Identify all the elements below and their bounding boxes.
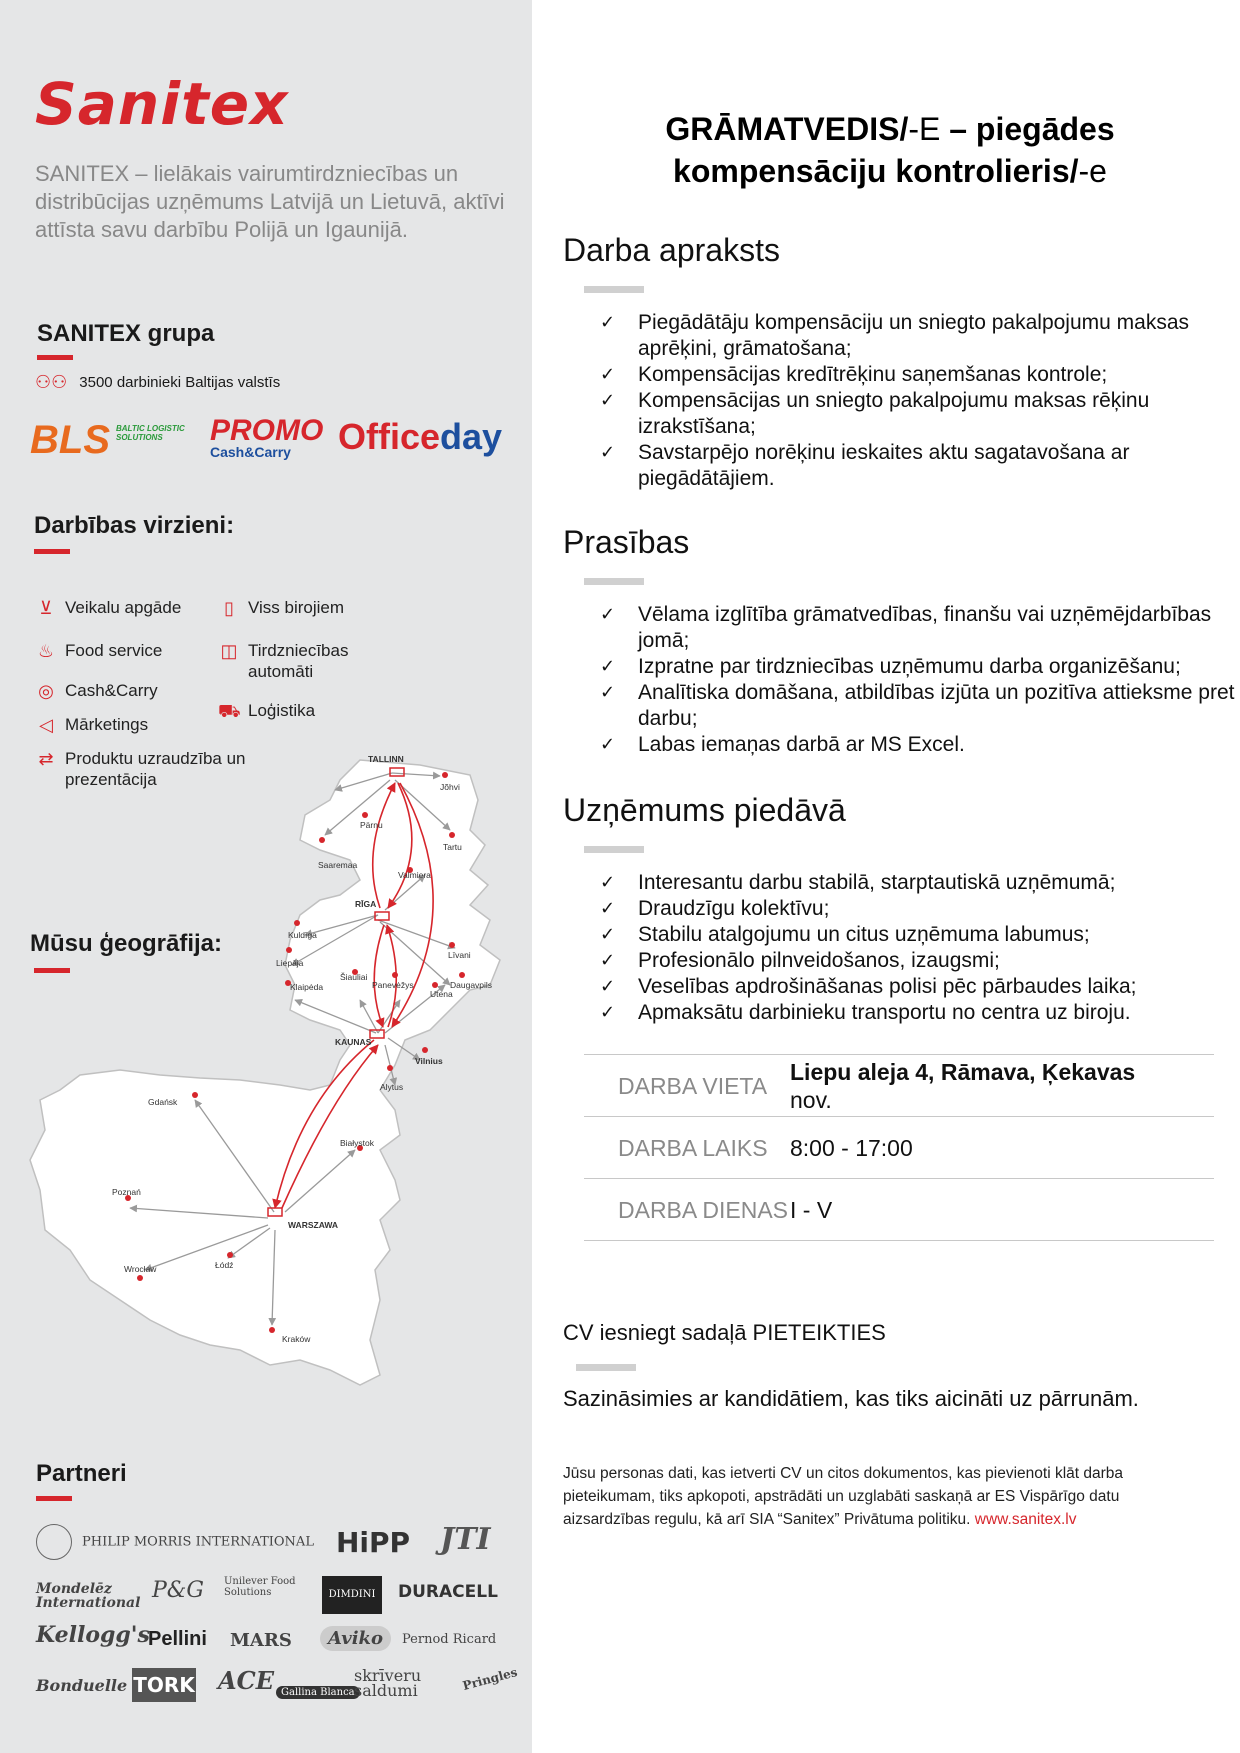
direction-cash-carry: ◎ Cash&Carry [35,680,158,702]
city-livani: Līvani [448,950,471,960]
cv-instruction: CV iesniegt sadaļā PIETEIKTIES [563,1320,886,1345]
sanitex-logo: Sanitex [35,70,289,138]
city-liepaja: Liepāja [276,958,304,968]
city-utena: Utena [430,989,453,999]
partner-pg: P&G [152,1578,204,1603]
city-kuldiga: Kuldīga [288,930,317,940]
red-divider [34,549,70,554]
description-heading: Darba apraksts [563,232,780,268]
list-item: ✓ Profesionālo pilnveidošanos, izaugsmi; [600,948,1240,974]
employees-line [35,372,280,393]
partner-unilever: Unilever Food Solutions [224,1576,296,1598]
partner-bonduelle: Bonduelle [36,1676,128,1695]
city-valmiera: Valmiera [398,870,431,880]
officeday-office: Office [338,416,441,457]
partner-ace: ACE [218,1666,275,1695]
city-riga: RĪGA [355,899,377,909]
promo-logo: PROMO [210,414,324,447]
grey-divider [576,1364,636,1371]
partner-skriveru: skrīveru saldumi [354,1666,422,1700]
group-heading: SANITEX grupa [37,320,215,347]
exchange-icon: ⇄ [38,749,54,769]
list-item: ✓ Vēlama izglītība grāmatvedības, finanšu vai uzņēmējdarbības jomā; [600,602,1240,654]
list-item: ✓ Savstarpējo norēķinu ieskaites aktu sagatavošana ar piegādātājiem. [600,440,1240,492]
job-info-table [584,1054,1214,1241]
partner-hipp: HiPP [336,1526,411,1559]
city-vilnius: Vilnius [415,1056,443,1066]
officeday-day: day [440,416,503,457]
partner-mondelez: Mondelēz International [36,1581,141,1611]
direction-store-supply: ⊻ Veikalu apgāde [35,597,181,619]
direction-merchandising: ⇄ Produktu uzraudzība un prezentācija [35,748,275,790]
partner-pernod: Pernod Ricard [402,1632,497,1647]
partner-kelloggs: Kellogg's [36,1622,150,1648]
list-item: ✓ Piegādātāju kompensāciju un sniegto pakalpojumu maksas aprēķini, grāmatošana; [600,310,1240,362]
partners-heading: Partneri [36,1460,127,1487]
info-row-time [584,1116,1214,1178]
contact-note: Sazināsimies ar kandidātiem, kas tiks aicināti uz pārrunām. [563,1386,1139,1411]
city-poznan: Poznań [112,1187,141,1197]
geography-map [0,740,532,1410]
city-krakow: Kraków [282,1334,311,1344]
geography-heading: Mūsu ģeogrāfija: [30,930,223,957]
list-item: ✓ Veselības apdrošināšanas polisi pēc pārbaudes laika; [600,974,1240,1000]
truck-icon: ⛟ [218,701,241,721]
city-saaremaa: Saaremaa [318,860,358,870]
pmi-crest-icon [36,1524,72,1560]
info-row-place [584,1054,1214,1116]
vending-cup-icon: ◫ [220,641,238,661]
offer-list [600,870,1240,1026]
list-item: ✓ Stabilu atalgojumu un citus uzņēmuma labumus; [600,922,1240,948]
city-alytus: Alytus [380,1082,404,1092]
company-intro: SANITEX – lielākais vairumtirdzniecības un distribūcijas uzņēmums Latvijā un Lietuvā, aktīvi attīsta savu darbību Polijā un Igaunijā. [35,161,505,242]
partner-gallina-blanca: Gallina Blanca [276,1686,360,1699]
city-panevezys: Panevėžys [372,980,414,990]
partner-pellini: Pellini [148,1628,207,1650]
partner-aviko: Aviko [320,1626,391,1651]
red-divider [36,1496,72,1501]
info-value: I - V [790,1196,833,1223]
employees-text: 3500 darbinieki Baltijas valstīs [79,374,281,391]
city-tartu: Tartu [443,842,462,852]
direction-logistics: ⛟ Loģistika [218,701,316,721]
city-wroclaw: Wrocław [124,1264,157,1274]
direction-marketing: ◁ Mārketings [35,714,148,736]
city-tallinn: TALLINN [368,754,404,764]
info-value: Liepu aleja 4, Rāmava, Ķekavas nov. [790,1058,1136,1113]
partner-dimdini: DIMDINI [322,1576,382,1614]
partner-pringles: Pringles [461,1664,519,1694]
partner-pmi: PHILIP MORRIS INTERNATIONAL [36,1524,314,1560]
bls-subtitle: BALTIC LOGISTIC SOLUTIONS [116,424,185,442]
city-daugavpils: Daugavpils [450,980,493,990]
location-pin-icon: ◎ [38,681,54,701]
city-siauliai: Šiauliai [340,972,368,982]
city-gdansk: Gdańsk [148,1097,178,1107]
megaphone-icon: ◁ [39,715,53,735]
map-shape [30,760,500,1385]
direction-office: ▯ Viss birojiem [218,597,344,619]
list-item: ✓ Kompensācijas un sniegto pakalpojumu maksas rēķinu izrakstīšana; [600,388,1240,440]
city-bialystok: Białystok [340,1138,375,1148]
list-item: ✓ Interesantu darbu stabilā, starptautiskā uzņēmumā; [600,870,1240,896]
city-parnu: Pärnu [360,820,383,830]
sanitex-website-link[interactable]: www.sanitex.lv [974,1511,1077,1528]
city-johvi: Jõhvi [440,782,460,792]
privacy-notice: Jūsu personas dati, kas ietverti CV un citos dokumentos, kas pievienoti klāt darba pieteikumam, tiks apkopoti, apstrādāti un uzglabāti saskaņā ar ES Vispārīgo datu aizsardzības regulu, kā arī SIA “Sanitex” Privātuma politiku. www.sanitex.lv [563,1465,1124,1528]
officeday-logo [338,416,502,458]
partner-jti: JTI [440,1522,491,1557]
partner-mars: MARS [230,1630,292,1651]
sidebar [0,0,532,1753]
requirements-heading: Prasības [563,524,690,560]
basket-icon: ⊻ [39,598,53,618]
info-key: DARBA DIENAS [618,1196,788,1223]
requirements-list [600,602,1240,758]
red-divider [37,355,73,360]
direction-vending: ◫ Tirdzniecības automāti [218,640,378,682]
grey-divider [584,846,644,853]
list-item: ✓ Kompensācijas kredītrēķinu saņemšanas kontrole; [600,362,1240,388]
grey-divider [584,578,644,585]
city-warszawa: WARSZAWA [288,1220,339,1230]
direction-food-service: ♨ Food service [35,640,162,662]
partner-tork: TORK [132,1668,196,1702]
list-item: ✓ Izpratne par tirdzniecības uzņēmumu darba organizēšanu; [600,654,1240,680]
directions-heading: Darbības virzieni: [34,512,235,539]
chef-hat-icon: ♨ [37,641,55,661]
list-item: ✓ Apmaksātu darbinieku transportu no centra uz biroju. [600,1000,1240,1026]
job-title: GRĀMATVEDIS/-E – piegādes kompensāciju kontrolieris/-e [665,111,1115,189]
list-item: ✓ Draudzīgu kolektīvu; [600,896,1240,922]
info-row-days [584,1178,1214,1241]
people-icon: ⚇⚇ [35,372,68,393]
info-key: DARBA VIETA [618,1072,768,1099]
document-icon: ▯ [224,598,234,618]
list-item: ✓ Analītiska domāšana, atbildības izjūta un pozitīva attieksme pret darbu; [600,680,1240,732]
city-lodz: Łódź [215,1260,234,1270]
city-kaunas: KAUNAS [335,1037,372,1047]
offer-heading: Uzņēmums piedāvā [563,792,846,828]
info-value: 8:00 - 17:00 [790,1134,913,1161]
promo-subtitle: Cash&Carry [210,444,291,460]
info-key: DARBA LAIKS [618,1134,768,1161]
description-list [600,310,1240,492]
partner-duracell: DURACELL [398,1582,498,1602]
list-item: ✓ Labas iemaņas darbā ar MS Excel. [600,732,1240,758]
grey-divider [584,286,644,293]
bls-logo: BLS [30,418,110,462]
city-klaipeda: Klaipėda [290,982,324,992]
